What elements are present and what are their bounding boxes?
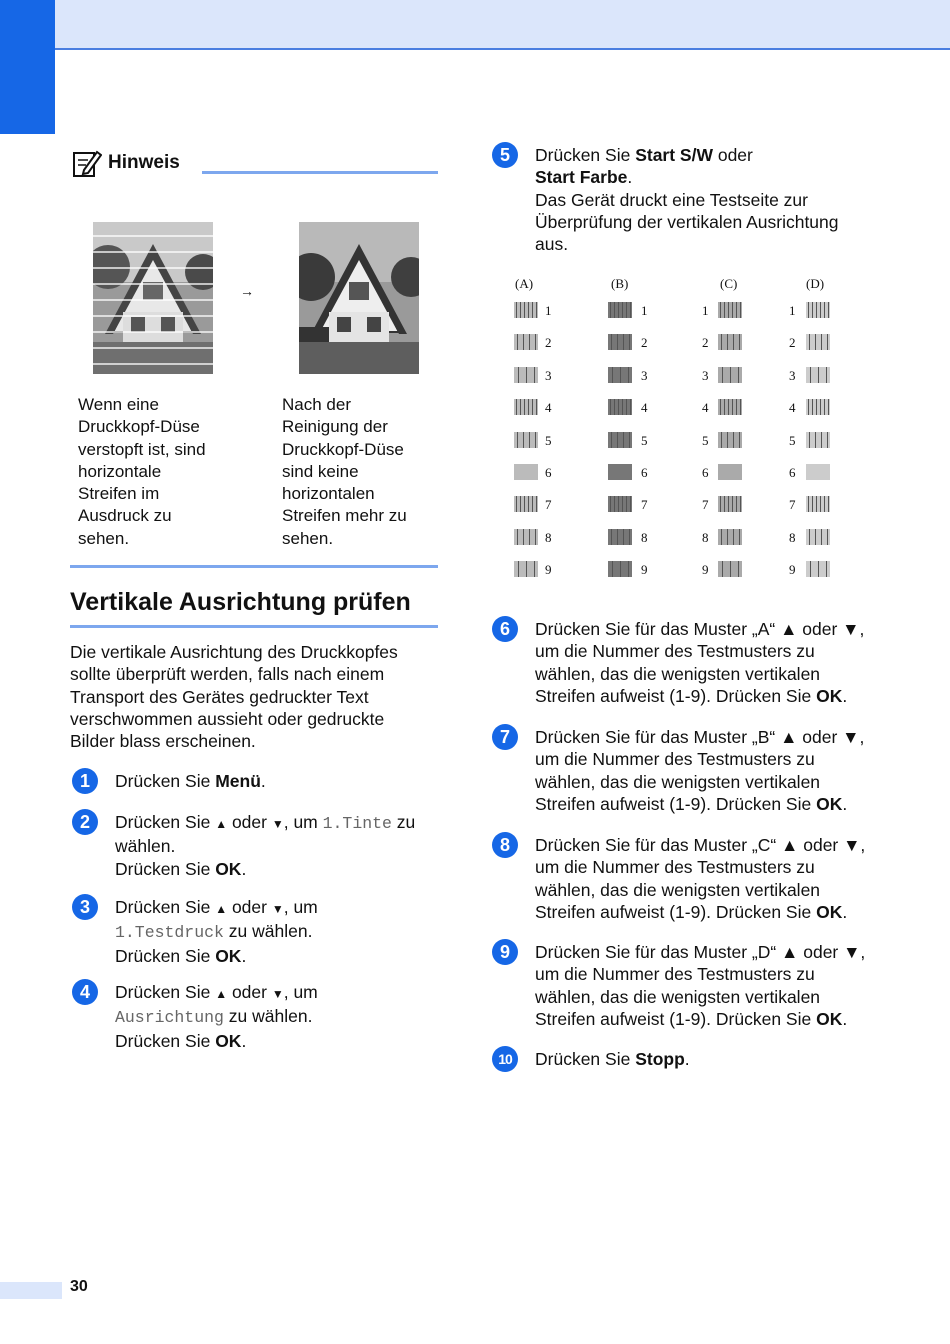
step-text-line: wählen. — [115, 836, 176, 857]
note-heading — [72, 148, 180, 178]
step-text-line: aus. — [535, 234, 569, 255]
step-text — [535, 726, 864, 815]
pattern-a-bar — [514, 302, 538, 318]
pattern-b-bar — [608, 561, 632, 577]
step-6 — [492, 618, 864, 707]
step-text-line: wählen, das die wenigsten vertikalen — [535, 771, 821, 792]
step-text — [115, 811, 415, 880]
up-arrow-icon: ▲ — [215, 987, 228, 1001]
ok-key-label: OK — [816, 793, 843, 814]
step-text-line: um die Nummer des Testmusters zu — [535, 964, 815, 985]
ok-key-label: OK — [816, 1008, 843, 1029]
step-text-line: Drücken Sie für das Muster „A“ ▲ oder ▼, — [535, 619, 865, 639]
step-text-part: Drücken Sie — [115, 771, 216, 791]
step-text-part: Streifen aufweist (1-9). Drücken Sie — [535, 1008, 817, 1029]
pattern-b-number: 3 — [641, 367, 648, 383]
pattern-c-number: 4 — [702, 400, 709, 416]
step-4 — [72, 981, 318, 1052]
pattern-b-number: 4 — [641, 400, 648, 416]
step-number-badge: 9 — [492, 939, 518, 965]
caption-line: Streifen im — [78, 484, 160, 504]
lcd-menu-text: 1.Tinte — [322, 814, 392, 833]
pattern-c-bar — [718, 496, 742, 512]
pattern-d-bar — [806, 529, 830, 545]
caption-line: Ausdruck zu — [78, 506, 172, 526]
step-text-part: oder — [712, 145, 753, 165]
pattern-a-number: 1 — [545, 303, 552, 318]
step-text-part: . — [842, 1008, 848, 1029]
pattern-b-bar — [608, 464, 632, 480]
ok-key-label: OK — [816, 901, 843, 922]
pattern-a-number: 7 — [545, 497, 552, 513]
note-title: Hinweis — [108, 152, 180, 173]
step-text-part: . — [241, 1030, 247, 1051]
note-end-rule — [70, 565, 438, 568]
stop-key-label: Stopp — [635, 1049, 685, 1069]
step-number-badge: 1 — [72, 768, 98, 794]
step-text-part: . — [241, 858, 247, 879]
step-text-part: . — [842, 685, 848, 706]
alignment-test-patterns — [508, 270, 848, 580]
pattern-d-number: 3 — [789, 367, 796, 383]
pattern-header-d: (D) — [806, 276, 825, 291]
pattern-a-number: 5 — [545, 432, 552, 448]
pattern-d-number: 4 — [789, 400, 796, 416]
caption-line: Druckkopf-Düse — [282, 439, 404, 459]
pattern-c-number: 5 — [702, 432, 709, 448]
caption-line: horizontalen — [282, 484, 375, 504]
caption-before — [78, 394, 206, 550]
pattern-d-number: 8 — [789, 529, 796, 545]
pattern-c-bar — [718, 399, 742, 415]
pattern-a-bar — [514, 334, 538, 350]
step-text-part: , um — [283, 897, 318, 917]
step-text — [115, 981, 318, 1052]
pattern-c-number: 1 — [702, 303, 709, 318]
step-number-badge: 4 — [72, 979, 98, 1005]
pattern-d-bar — [806, 561, 830, 577]
step-text-part: Drücken Sie — [535, 145, 636, 165]
pattern-d-number: 2 — [789, 335, 796, 351]
intro-line: verschwommen aussieht oder gedruckte — [70, 708, 385, 729]
pattern-d-number: 1 — [789, 303, 796, 318]
caption-line: Wenn eine — [78, 395, 159, 414]
step-text — [535, 834, 865, 923]
step-7 — [492, 726, 864, 815]
pattern-c-number: 7 — [702, 497, 709, 513]
step-number-badge: 6 — [492, 616, 518, 642]
pattern-b-bar — [608, 496, 632, 512]
pattern-c-bar — [718, 561, 742, 577]
caption-line: verstopft ist, sind — [78, 439, 206, 459]
step-10 — [492, 1048, 690, 1072]
step-text-part: Drücken Sie — [115, 858, 216, 879]
header-band — [0, 0, 950, 50]
pattern-b-number: 6 — [641, 465, 648, 480]
page-number: 30 — [70, 1278, 88, 1295]
step-text-part: Drücken Sie — [115, 812, 216, 832]
house-photo-with-streaks — [93, 222, 213, 374]
ok-key-label: OK — [816, 685, 843, 706]
step-text-line: um die Nummer des Testmusters zu — [535, 857, 815, 878]
step-text-part: Streifen aufweist (1-9). Drücken Sie — [535, 901, 817, 922]
note-rule — [202, 171, 438, 174]
step-text-part: . — [260, 771, 266, 791]
step-text-part: zu — [391, 812, 416, 832]
step-text-part: oder — [227, 897, 272, 917]
step-text — [535, 144, 839, 255]
pattern-b-bar — [608, 334, 632, 350]
pattern-a-bar — [514, 367, 538, 383]
caption-line: sehen. — [78, 528, 130, 548]
up-arrow-icon: ▲ — [215, 817, 228, 831]
step-text-part: . — [684, 1049, 690, 1069]
pattern-b-number: 5 — [641, 432, 648, 448]
step-number-badge: 3 — [72, 894, 98, 920]
page-number-band — [0, 1282, 62, 1299]
step-text-part: , um — [283, 982, 318, 1002]
step-text-part: Drücken Sie — [115, 945, 216, 966]
step-text-line: Drücken Sie für das Muster „C“ ▲ oder ▼, — [535, 835, 866, 855]
step-text-line: wählen, das die wenigsten vertikalen — [535, 663, 821, 684]
pattern-c-number: 8 — [702, 529, 709, 545]
pattern-a-number: 4 — [545, 400, 552, 416]
pattern-d-bar — [806, 367, 830, 383]
step-text-part: . — [842, 901, 848, 922]
step-text-part: Drücken Sie — [115, 1030, 216, 1051]
pattern-c-bar — [718, 334, 742, 350]
lcd-menu-text: Ausrichtung — [115, 1008, 224, 1028]
pattern-b-bar — [608, 399, 632, 415]
step-text-part: zu wählen. — [223, 921, 313, 942]
pattern-d-bar — [806, 496, 830, 512]
up-arrow-icon: ▲ — [215, 902, 228, 916]
start-color-key-label: Start Farbe — [535, 167, 628, 188]
step-text-line: wählen, das die wenigsten vertikalen — [535, 879, 821, 900]
pattern-c-number: 2 — [702, 335, 709, 351]
section-title: Vertikale Ausrichtung prüfen — [70, 588, 411, 616]
pattern-b-number: 1 — [641, 303, 648, 318]
step-number-badge: 10 — [492, 1046, 518, 1072]
down-arrow-icon: ▼ — [271, 987, 284, 1001]
section-intro — [70, 641, 440, 752]
intro-line: Die vertikale Ausrichtung des Druckkopfes — [70, 642, 398, 662]
step-text — [535, 618, 864, 707]
step-text — [115, 896, 318, 967]
pattern-a-bar — [514, 399, 538, 415]
caption-line: Reinigung der — [282, 417, 388, 437]
pattern-a-bar — [514, 529, 538, 545]
step-text-part: Drücken Sie — [115, 982, 216, 1002]
lcd-menu-text: 1.Testdruck — [115, 923, 224, 943]
caption-after — [282, 394, 407, 550]
step-text-line: um die Nummer des Testmusters zu — [535, 641, 815, 662]
caption-line: Druckkopf-Düse — [78, 417, 200, 437]
pattern-a-number: 8 — [545, 529, 552, 545]
pattern-d-bar — [806, 432, 830, 448]
pattern-c-bar — [718, 432, 742, 448]
step-number-badge: 7 — [492, 724, 518, 750]
pattern-c-bar — [718, 464, 742, 480]
pattern-b-bar — [608, 432, 632, 448]
step-text-part: . — [842, 793, 848, 814]
down-arrow-icon: ▼ — [271, 817, 284, 831]
pattern-b-bar — [608, 302, 632, 318]
step-text-line: Überprüfung der vertikalen Ausrichtung — [535, 211, 839, 232]
caption-line: Streifen mehr zu — [282, 506, 407, 526]
step-text-line: Das Gerät druckt eine Testseite zur — [535, 189, 808, 210]
pattern-header-c: (C) — [720, 276, 738, 291]
pattern-a-bar — [514, 561, 538, 577]
step-3 — [72, 896, 318, 967]
step-text-part: Streifen aufweist (1-9). Drücken Sie — [535, 793, 817, 814]
step-text-part: oder — [227, 812, 272, 832]
step-text-part: Streifen aufweist (1-9). Drücken Sie — [535, 685, 817, 706]
house-photo-clean — [299, 222, 419, 374]
step-text-part: Drücken Sie — [535, 1049, 636, 1069]
pattern-c-bar — [718, 302, 742, 318]
pattern-b-number: 2 — [641, 335, 648, 351]
step-text — [115, 770, 266, 794]
pattern-a-number: 6 — [545, 465, 552, 480]
step-2 — [72, 811, 415, 880]
step-number-badge: 2 — [72, 809, 98, 835]
arrow-icon: → — [240, 283, 254, 299]
step-text-line: wählen, das die wenigsten vertikalen — [535, 986, 821, 1007]
pattern-header-b: (B) — [611, 276, 629, 291]
pattern-c-number: 6 — [702, 465, 709, 480]
step-text-line: Drücken Sie für das Muster „B“ ▲ oder ▼, — [535, 727, 865, 747]
pattern-header-a: (A) — [515, 276, 534, 291]
step-text-part: , um — [283, 812, 323, 832]
step-text-part: zu wählen. — [223, 1006, 313, 1027]
pattern-a-bar — [514, 464, 538, 480]
pattern-d-bar — [806, 334, 830, 350]
step-text-part: Drücken Sie — [115, 897, 216, 917]
step-1 — [72, 770, 266, 794]
ok-key-label: OK — [215, 1030, 242, 1051]
pattern-d-number: 7 — [789, 497, 796, 513]
start-mono-key-label: Start S/W — [635, 145, 713, 165]
step-text-line: Drücken Sie für das Muster „D“ ▲ oder ▼, — [535, 942, 866, 962]
ok-key-label: OK — [215, 945, 242, 966]
step-5 — [492, 144, 839, 255]
pattern-b-number: 8 — [641, 529, 648, 545]
intro-line: sollte überprüft werden, falls nach einem — [70, 664, 385, 685]
section-title-rule — [70, 625, 438, 628]
step-9 — [492, 941, 865, 1030]
pattern-b-number: 7 — [641, 497, 648, 513]
intro-line: Transport des Gerätes gedruckter Text — [70, 686, 369, 707]
pattern-c-bar — [718, 367, 742, 383]
intro-line: Bilder blass erscheinen. — [70, 731, 256, 752]
pattern-a-number: 3 — [545, 367, 552, 383]
menu-key-label: Menü — [215, 771, 261, 791]
step-text-part: oder — [227, 982, 272, 1002]
step-text — [535, 941, 865, 1030]
pattern-d-bar — [806, 399, 830, 415]
step-8 — [492, 834, 865, 923]
caption-line: Nach der — [282, 395, 351, 414]
pattern-b-number: 9 — [641, 562, 648, 578]
step-text-part: . — [241, 945, 247, 966]
pattern-c-number: 9 — [702, 562, 709, 578]
note-pencil-icon — [72, 148, 102, 178]
pattern-c-bar — [718, 529, 742, 545]
down-arrow-icon: ▼ — [271, 902, 284, 916]
pattern-c-number: 3 — [702, 367, 709, 383]
chapter-tab — [0, 0, 55, 134]
step-text-line: um die Nummer des Testmusters zu — [535, 749, 815, 770]
step-number-badge: 8 — [492, 832, 518, 858]
pattern-a-number: 2 — [545, 335, 552, 351]
caption-line: sind keine — [282, 461, 359, 481]
pattern-a-number: 9 — [545, 562, 552, 578]
pattern-d-number: 5 — [789, 432, 796, 448]
step-number-badge: 5 — [492, 142, 518, 168]
ok-key-label: OK — [215, 858, 242, 879]
pattern-d-bar — [806, 302, 830, 318]
pattern-d-number: 9 — [789, 562, 796, 578]
pattern-d-number: 6 — [789, 465, 796, 480]
pattern-a-bar — [514, 496, 538, 512]
caption-line: horizontale — [78, 461, 162, 481]
pattern-d-bar — [806, 464, 830, 480]
caption-line: sehen. — [282, 528, 334, 548]
pattern-b-bar — [608, 529, 632, 545]
pattern-a-bar — [514, 432, 538, 448]
step-text-part: . — [627, 167, 633, 188]
step-text — [535, 1048, 690, 1072]
pattern-b-bar — [608, 367, 632, 383]
